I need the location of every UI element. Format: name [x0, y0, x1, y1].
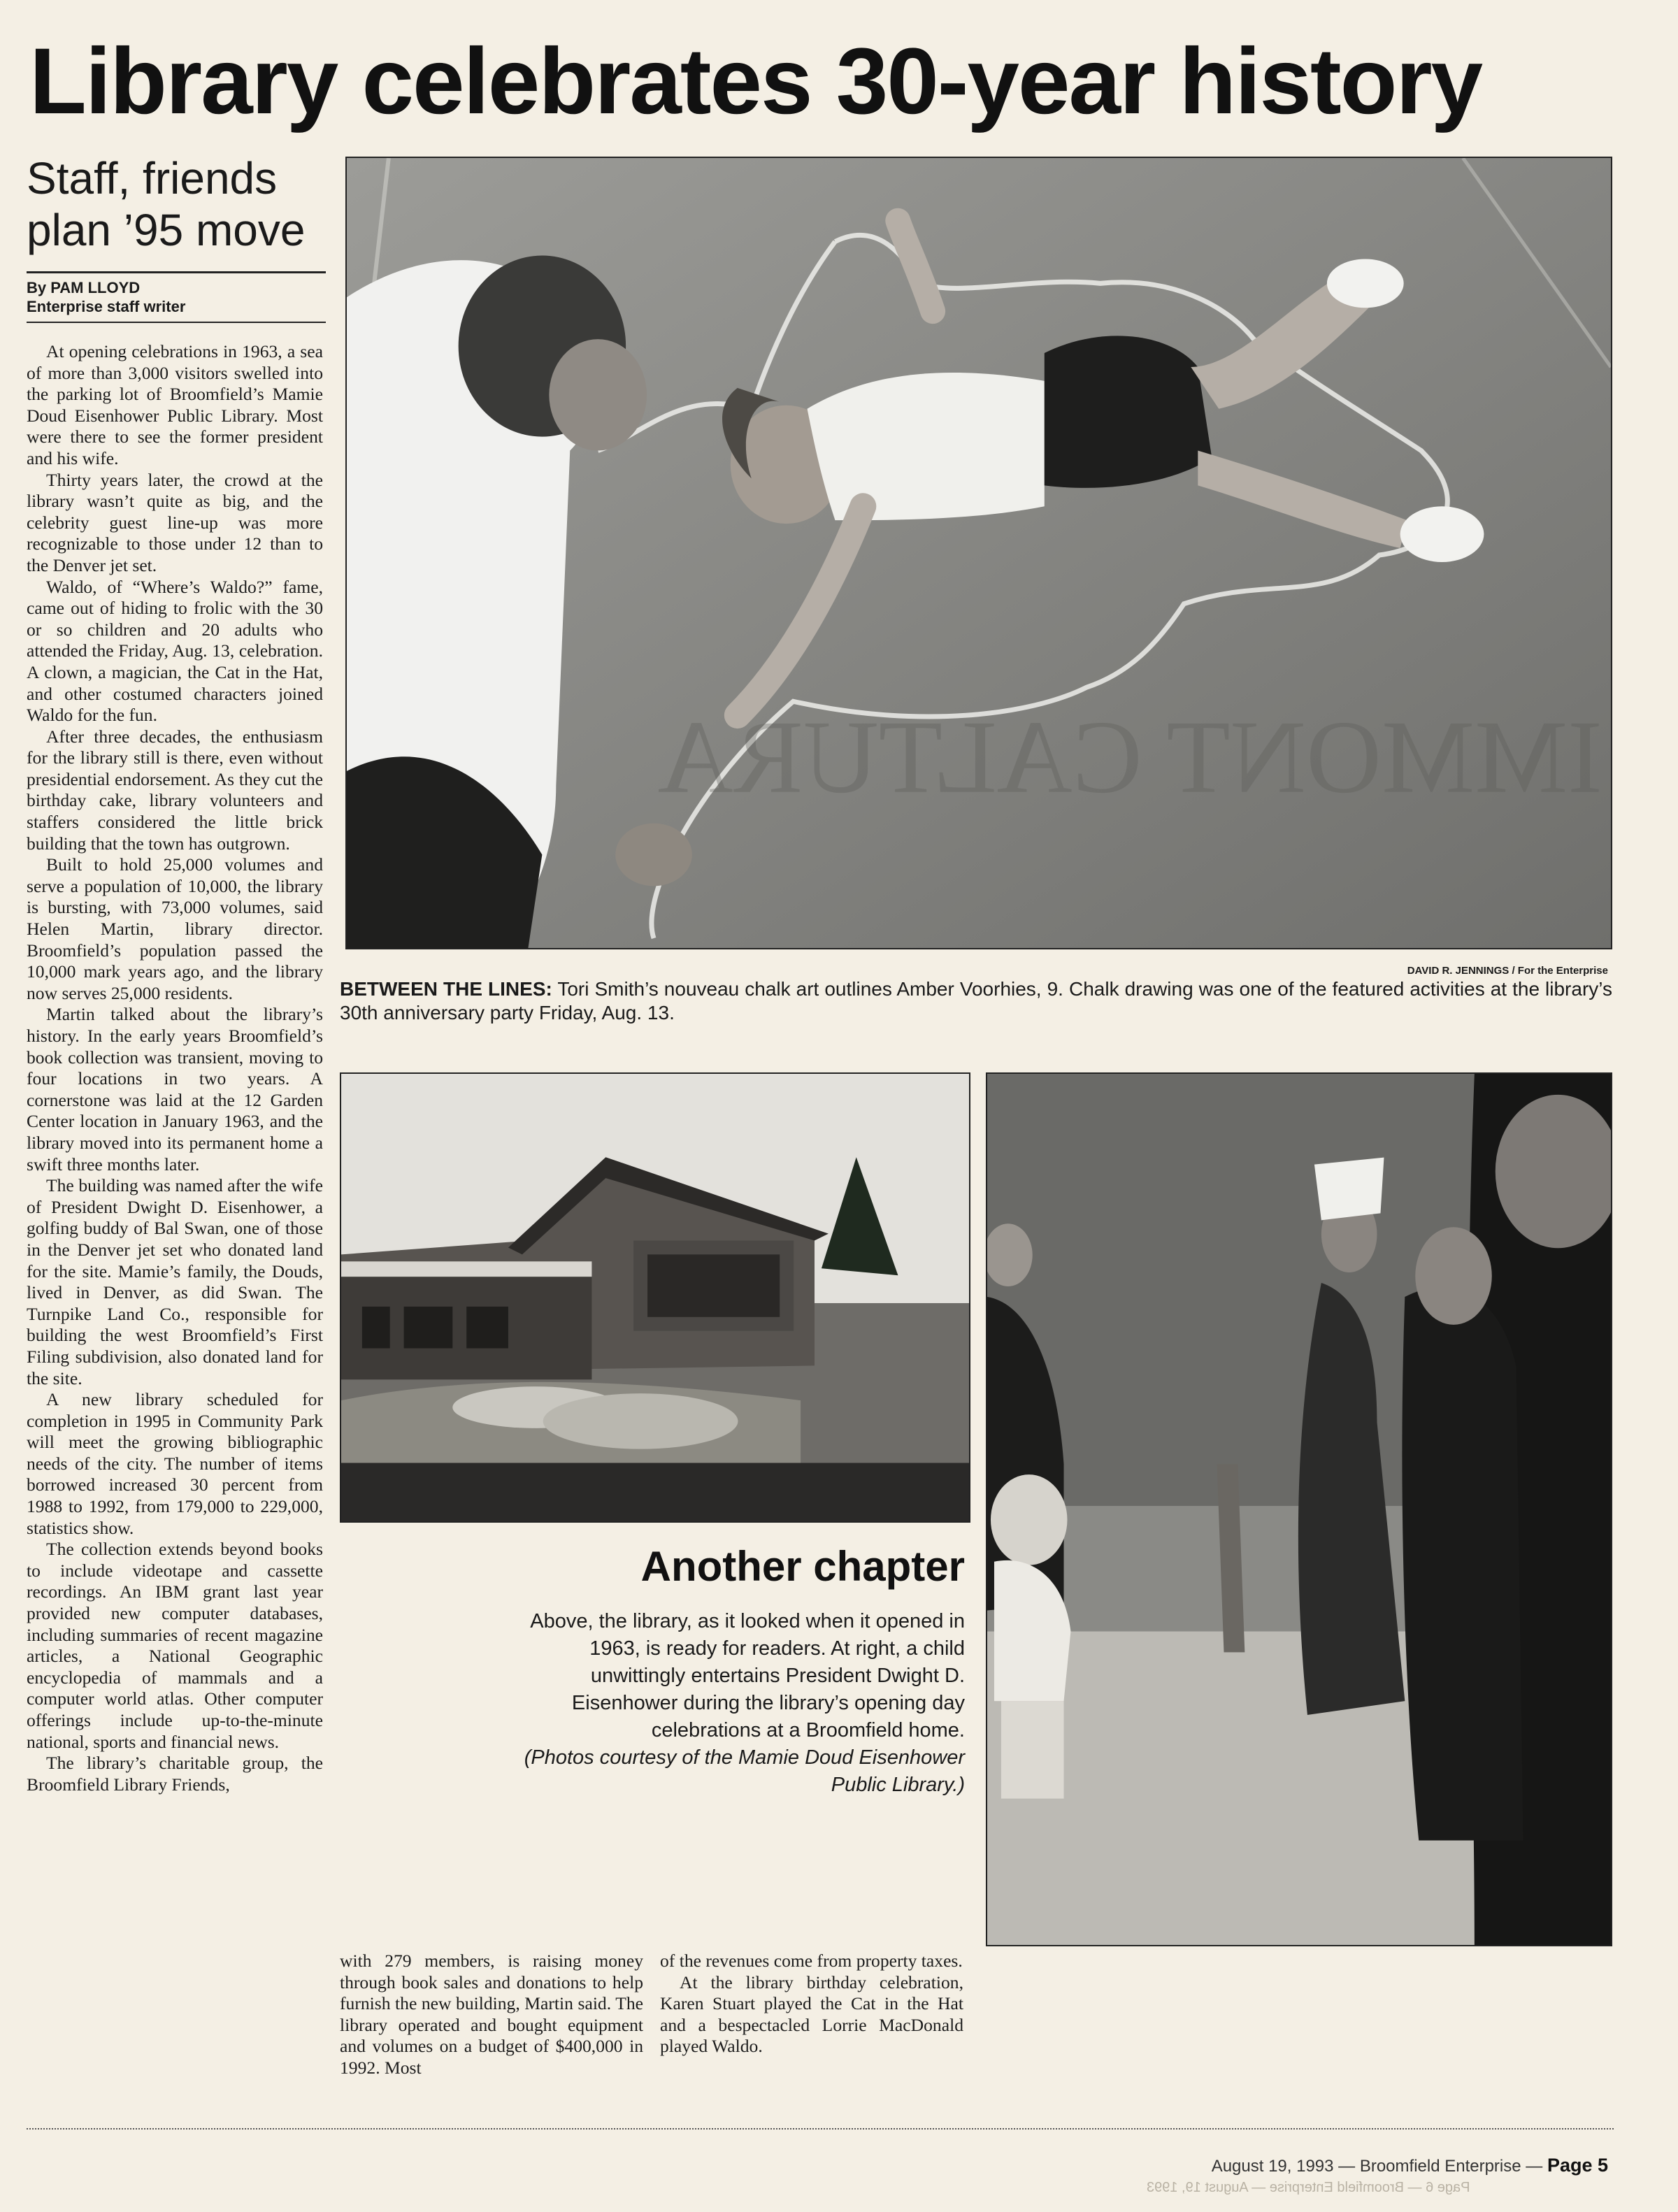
sidebar-title: Another chapter — [640, 1543, 965, 1590]
sidebar-caption — [503, 1608, 965, 1799]
deck — [27, 152, 334, 256]
article-paragraph: Built to hold 25,000 volumes and serve a population of 10,000, the library is bursting, with 73,000 volumes, said Helen Martin, library director. Broomfield’s population passed the 10,000 mark years ago, and the library now serves 25,000 residents. — [27, 854, 323, 1003]
page-footer — [1147, 2155, 1608, 2176]
deck-line-1: Staff, friends — [27, 153, 278, 203]
article-paragraph: The collection extends beyond books to include videotape and cassette recordings. An IBM grant last year provided new computer databases, including summaries of recent magazine articles, a National Geographic encyclopedia of mammals and a computer world atlas. Other computer offerings include up-to-the-minute national, sports and financial news. — [27, 1539, 323, 1752]
article-paragraph: of the revenues come from property taxes. — [660, 1951, 963, 1971]
article-paragraph: At opening celebrations in 1963, a sea of more than 3,000 visitors swelled into the parking lot of Broomfield’s Mamie Doud Eisenhower Public Library. Most were there to see the former president and his wife. — [27, 341, 323, 468]
footer-rule — [27, 2128, 1614, 2130]
sidebar-caption-text: Above, the library, as it looked when it opened in 1963, is ready for readers. At right, a child unwittingly entertains President Dwight D. Eisenhower during the library’s opening day celebrations at a Broomfield home. — [530, 1610, 965, 1741]
main-photo-caption — [340, 977, 1612, 1025]
sidebar-photo-credit: (Photos courtesy of the Mamie Doud Eisenhower Public Library.) — [524, 1746, 965, 1796]
article-paragraph: At the library birthday celebration, Karen Stuart played the Cat in the Hat and a bespectacled Lorrie MacDonald played Waldo. — [660, 1972, 963, 2057]
article-column-2 — [340, 1951, 643, 2118]
byline-role: Enterprise staff writer — [27, 298, 186, 315]
article-column-1 — [27, 341, 323, 2117]
byline-rule-top — [27, 271, 326, 273]
byline-name: By PAM LLOYD — [27, 279, 141, 296]
headline: Library celebrates 30-year history — [29, 29, 1482, 134]
article-paragraph: Martin talked about the library’s history. In the early years Broomfield’s book collection was transient, moving to four locations in two years. A cornerstone was laid at the 12 Garden Center location in January 1963, and the library moved into its permanent home a swift three months later. — [27, 1004, 323, 1175]
eisenhower-photo — [986, 1072, 1612, 1946]
article-column-3 — [660, 1951, 963, 2118]
caption-text: Tori Smith’s nouveau chalk art outlines Amber Voorhies, 9. Chalk drawing was one of the featured activities at the library’s 30th anniversary party Friday, Aug. 13. — [340, 978, 1612, 1024]
article-paragraph: Waldo, of “Where’s Waldo?” fame, came out of hiding to frolic with the 30 or so children and 20 adults who attended the Friday, Aug. 13, celebration. A clown, a magician, the Cat in the Hat, and other costumed characters joined Waldo for the fun. — [27, 576, 323, 726]
byline — [27, 278, 334, 316]
caption-lead: BETWEEN THE LINES: — [340, 978, 552, 1000]
article-paragraph: A new library scheduled for completion in 1995 in Community Park will meet the growing bibliographic needs of the city. The number of items borrowed increased 30 percent from 1988 to 1992, from 179,000 to 229,000, statistics show. — [27, 1389, 323, 1538]
photo-credit: DAVID R. JENNINGS / For the Enterprise — [1407, 965, 1608, 977]
article-paragraph: Thirty years later, the crowd at the library wasn’t quite as big, and the celebrity guest line-up was more recognizable to those under 12 than to the Denver jet set. — [27, 469, 323, 575]
article-paragraph: with 279 members, is raising money through book sales and donations to help furnish the new building, Martin said. The library operated and bought equipment and volumes on a budget of $400,000 in 1992. Most — [340, 1951, 643, 2078]
svg-text:IMMONT CALTURA: IMMONT CALTURA — [657, 699, 1603, 815]
library-building-photo — [340, 1072, 970, 1523]
article-paragraph: The library’s charitable group, the Broomfield Library Friends, — [27, 1753, 323, 1795]
chalk-art-photo — [345, 157, 1612, 949]
byline-rule-bottom — [27, 322, 326, 323]
article-paragraph: After three decades, the enthusiasm for the library still is there, even without presidential endorsement. As they cut the birthday cake, library volunteers and staffers considered the little brick building that the town has outgrown. — [27, 726, 323, 854]
footer-date-source: August 19, 1993 — Broomfield Enterprise — — [1211, 2157, 1543, 2176]
bleed-through-footer: Page 6 — Broomfield Enterprise — August 19, 1993 — [1147, 2180, 1470, 2195]
deck-line-2: plan ’95 move — [27, 205, 306, 255]
article-paragraph: The building was named after the wife of President Dwight D. Eisenhower, a golfing buddy of Bal Swan, one of those in the Denver jet set who donated land for the site. Mamie’s family, the Douds, lived in Denver, as did Swan. The Turnpike Land Co., responsible for building the west Broomfield’s First Filing subdivision, also donated land for the site. — [27, 1175, 323, 1388]
page-number: Page 5 — [1547, 2155, 1608, 2176]
